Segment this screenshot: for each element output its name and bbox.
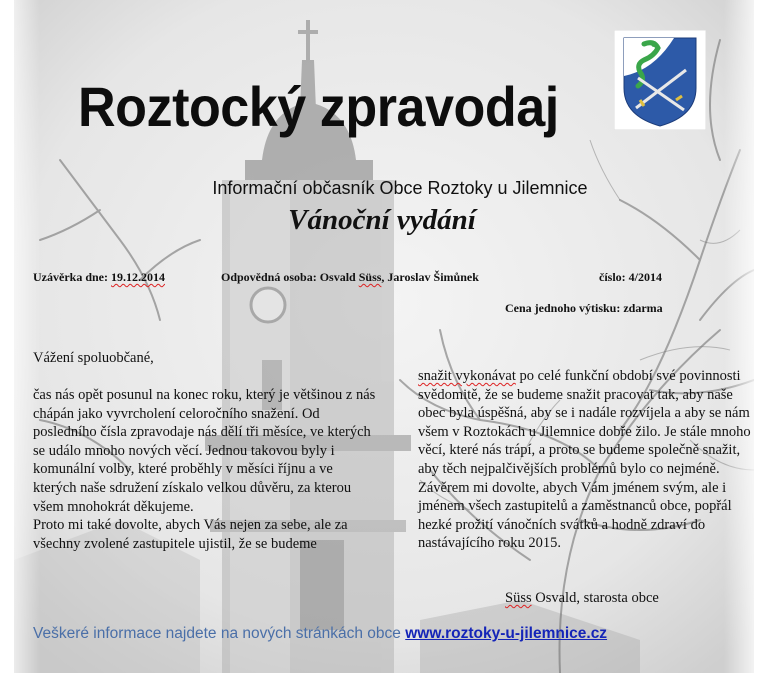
signature-surname: Süss bbox=[505, 590, 532, 606]
letter-continuation-start: snažit vykonávat bbox=[418, 368, 516, 384]
footer-note bbox=[33, 625, 607, 643]
responsible-line bbox=[221, 270, 479, 285]
price-line: Cena jednoho výtisku: zdarma bbox=[505, 301, 663, 315]
letter-paragraph: Proto mi také dovolte, abych Vás nejen za sebe, ale za všechny zvolené zastupitele ujistil, že se budeme bbox=[33, 517, 348, 552]
coat-of-arms-logo bbox=[614, 30, 706, 130]
letter-paragraph: čas nás opět posunul na konec roku, který je většinou z nás chápán jako vyvrcholení celoročního snažení. Od posledního čísla zpravodaje nás dělí tři měsíce, ve kterých se událo mnoho nových věcí. Jednou takovou byly i komunální volby, které proběhly v měsíci říjnu a ve kterých naše sdružení získalo velkou důvěru, za kterou všem mnohokrát děkujeme. bbox=[33, 387, 376, 515]
website-link[interactable]: www.roztoky-u-jilemnice.cz bbox=[405, 625, 608, 642]
footer-text: Veškeré informace najdete na nových stránkách obce bbox=[33, 625, 406, 642]
letter-greeting: Vážení spoluobčané, bbox=[33, 350, 154, 366]
deadline-date: 19.12.2014 bbox=[111, 270, 165, 284]
deadline-label: Uzávěrka dne: bbox=[33, 270, 108, 284]
letter-continuation: po celé funkční období své povinnosti svědomitě, že se budeme snažit pracovat tak, aby naše obec byla úspěšná, aby se i nadále rozvíjela a aby se nám všem v Roztokách u Jilemnice dobře žilo. Je stále mnoho věcí, které nás trápí, a proto se budeme společně snažit, aby těch nejpalčivějších problémů bylo co nejméně. Závěrem mi dovolte, abych Vám jménem svým, ale i jménem všech zastupitelů a zaměstnanců obce, popřál hezké prožití vánočních svátků a hodně zdraví do nastávajícího roku 2015. bbox=[418, 368, 751, 552]
deadline-line bbox=[33, 270, 165, 285]
letter-right-column bbox=[418, 367, 763, 553]
responsible-label: Odpovědná osoba: Osvald bbox=[221, 270, 356, 284]
letter-left-column bbox=[33, 386, 378, 553]
responsible-surname: Süss bbox=[358, 270, 382, 284]
letter-signature bbox=[505, 590, 659, 607]
newsletter-title: Roztocký zpravodaj bbox=[78, 75, 559, 138]
edition-title: Vánoční vydání bbox=[288, 204, 476, 236]
newsletter-subtitle: Informační občasník Obce Roztoky u Jilemnice bbox=[212, 178, 588, 198]
letter-paragraph bbox=[418, 367, 763, 553]
responsible-rest: , Jaroslav Šimůnek bbox=[381, 270, 479, 284]
issue-number: číslo: 4/2014 bbox=[599, 270, 662, 284]
signature-rest: Osvald, starosta obce bbox=[531, 590, 659, 606]
